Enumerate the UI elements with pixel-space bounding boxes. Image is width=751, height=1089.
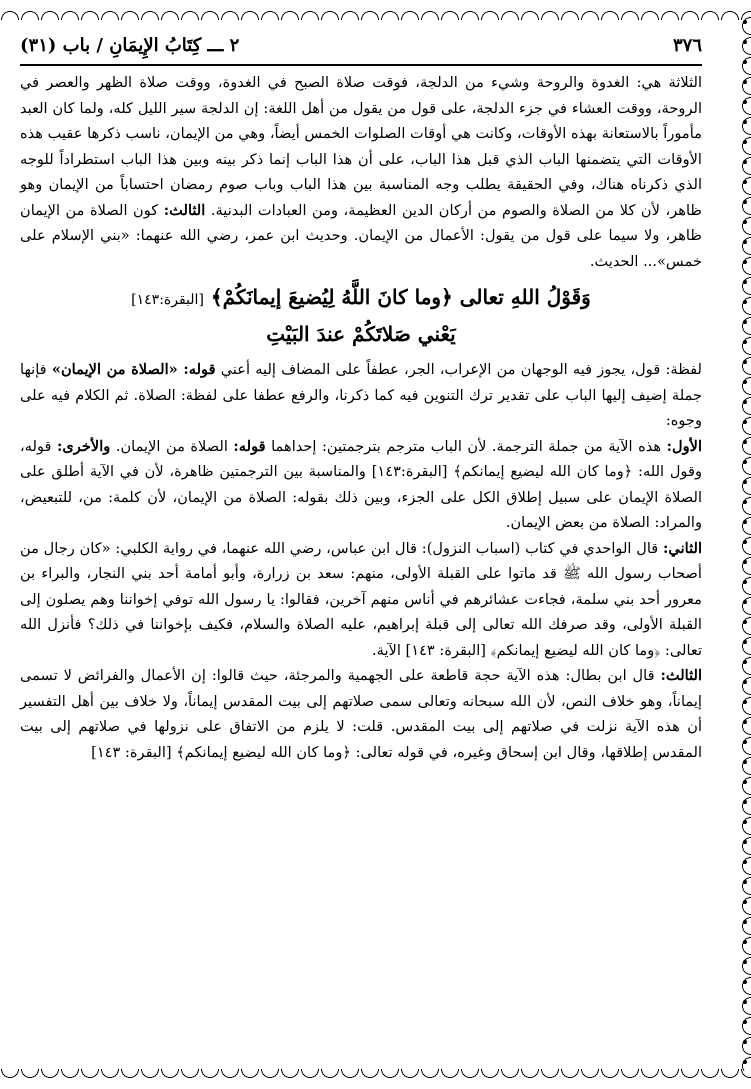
border-dot <box>743 340 747 344</box>
heading-reference: [البقرة:١٤٣] <box>131 292 204 308</box>
paragraph-5-label: الثالث: <box>660 667 702 684</box>
border-dot <box>743 660 747 664</box>
book-page <box>20 26 702 1066</box>
border-dot <box>743 280 747 284</box>
border-dot <box>743 60 747 64</box>
paragraph-3-text: هذه الآية من جملة الترجمة. لأن الباب مترجم بترجمتين: إحداهما <box>271 437 662 455</box>
border-dot <box>743 960 747 964</box>
border-dot <box>743 1020 747 1024</box>
border-dot <box>743 940 747 944</box>
paragraph-1-label: الثالث: <box>163 201 206 219</box>
border-dot <box>743 980 747 984</box>
border-dot <box>743 320 747 324</box>
border-dot <box>743 260 747 264</box>
border-dot <box>743 240 747 244</box>
paragraph-2-label: قوله: «الصلاة من الإيمان» <box>51 361 216 378</box>
page-number: ٣٧٦ <box>672 34 702 56</box>
border-dot <box>743 720 747 724</box>
paragraph-3 <box>20 434 702 536</box>
border-dot <box>743 160 747 164</box>
border-dot <box>743 380 747 384</box>
paragraph-4-label: الثاني: <box>663 539 702 557</box>
paragraph-5-text: قال ابن بطال: هذه الآية حجة قاطعة على الجهمية والمرجئة، حيث قالوا: إن الأعمال والفرائض لا تسمى إيماناً، وهو خلاف النص، لأن الله سبحانه وتعالى سمى صلاتهم إلى بيت المقدس إيماناً، ولا خلاف بين أهل التفسير أن هذه الآية نزلت في صلاتهم إلى بيت المقدس. قلت: لا يلزم من الاتفاق على نزولها في صلاتهم إلى بيت المقدس إطلاقها، وقال ابن إسحاق وغيره، في قوله تعالى: ﴿وما كان الله ليضيع إيمانكم﴾ [البقرة: ١٤٣] <box>20 667 702 761</box>
border-dot <box>743 640 747 644</box>
border-dot <box>743 920 747 924</box>
ornamental-border-bottom <box>0 1069 751 1089</box>
border-dot <box>743 1040 747 1044</box>
border-dot <box>743 800 747 804</box>
border-dot <box>743 420 747 424</box>
paragraph-1-tail: كون الصلاة من الإيمان ظاهر، ولا سيما على قول من يقول: الأعمال من الإيمان. وحديث ابن عمر، رضي الله عنهما: «بني الإسلام على خمس»... الحديث. <box>20 201 702 270</box>
border-dot <box>743 520 747 524</box>
border-dot <box>743 740 747 744</box>
border-dot <box>743 1000 747 1004</box>
paragraph-4 <box>20 536 702 664</box>
section-subheading: يَعْني صَلاتَكُمْ عندَ البَيْتِ <box>266 322 456 346</box>
paragraph-1-text: الثلاثة هي: الغدوة والروحة وشيء من الدلجة، فوقت صلاة الصبح في الغدوة، ووقت صلاة الظهر والعصر في الروحة، ووقت العشاء في جزء الدلجة، على قول من يقول من أهل اللغة: إن الدلجة سير الليل كله، ولما كان العبد مأموراً بالاستعانة بهذه الأوقات، وكانت هي أوقات الصلوات الخمس أيضاً، وهي من الإيمان، ناسب ذكرها عقيب هذه الأوقات التي يتضمنها الباب الذي قبل هذا الباب، على أن هذا الباب إنما ذكر بينه وبين هذا الباب استطراداً للوجه الذي ذكرناه هناك، وفي الحقيقة يطلب وجه المناسبة بين هذا الباب وباب صوم رمضان احتساباً من الإيمان وهو ظاهر، لأن كلا من الصلاة والصوم من أركان الدين العظيمة، ومن العبادات البدنية. <box>20 74 703 219</box>
border-dot <box>743 80 747 84</box>
page-content <box>20 70 702 765</box>
border-dot <box>743 180 747 184</box>
border-dot <box>743 480 747 484</box>
border-dot <box>743 680 747 684</box>
border-dot <box>743 20 747 24</box>
page-header <box>20 26 702 66</box>
border-dot <box>743 880 747 884</box>
paragraph-3-label-2: قوله: <box>233 437 266 455</box>
border-dot <box>743 780 747 784</box>
border-dot <box>743 500 747 504</box>
border-dot <box>743 220 747 224</box>
paragraph-2 <box>20 357 702 434</box>
paragraph-1 <box>20 70 702 274</box>
chapter-title: ٢ ـــ كِتَابُ الإِيمَانِ / باب (٣١) <box>20 34 240 56</box>
border-dot <box>743 820 747 824</box>
paragraph-2-tail: فإنها جملة إضيف إليها الباب على تقدير ترك التنوين فيه كما ذكرنا، والرفع عطفا على لفظة: الصلاة. ثم الكلام فيه على وجوه: <box>20 361 702 429</box>
border-dot <box>743 900 747 904</box>
border-dot <box>743 40 747 44</box>
ornamental-border-top <box>0 0 751 20</box>
border-dot <box>743 440 747 444</box>
border-dot <box>743 860 747 864</box>
border-dot <box>743 360 747 364</box>
border-dot <box>743 600 747 604</box>
border-dot <box>743 1060 747 1064</box>
paragraph-4-text: قال الواحدي في كتاب (اسباب النزول): قال ابن عباس، رضي الله عنهما، في رواية الكلبي: «كان رجال من أصحاب رسول الله ﷺ قد ماتوا على القبلة الأولى، منهم: سعد بن زرارة، وأبو أمامة أحد بني النجار، والبراء بن معرور أحد بني سلمة، فجاءت عشائرهم في أناس منهم آخرين، فقالوا: يا رسول الله توفي إخواننا وهم يصلون إلى القبلة الأولى، وقد صرفك الله تعالى إلى قبلة إبراهيم، عليه الصلاة والسلام، فكيف بإخواننا في ذلك؟ فأنزل الله تعالى: ﴿وما كان الله ليضيع إيمانكم﴾ [البقرة: ١٤٣] الآية. <box>20 539 702 659</box>
paragraph-5 <box>20 663 702 765</box>
border-dot <box>743 400 747 404</box>
heading-verse: وَقَوْلُ اللهِ تعالى ﴿وما كانَ اللَّهُ لِيُضيعَ إيمانَكُمْ﴾ <box>210 285 591 309</box>
border-dot <box>743 620 747 624</box>
paragraph-3-tail: قوله، وقول الله: ﴿وما كان الله ليضيع إيمانكم﴾ [البقرة:١٤٣] والمناسبة بين الترجمتين ظاهرة، لأن في الآية أطلق على الصلاة الإيمان على سبيل إطلاق الكل على الجزء، وبين ذلك بقوله: الصلاة من الإيمان، لأن كلمة: من، للتبعيض، والمراد: الصلاة من بعض الإيمان. <box>20 437 702 531</box>
paragraph-3-mid: الصلاة من الإيمان. <box>115 437 228 455</box>
border-dot <box>743 840 747 844</box>
border-dot <box>743 120 747 124</box>
border-dot <box>743 460 747 464</box>
ornamental-border-right <box>731 16 751 1071</box>
border-dot <box>743 140 747 144</box>
border-dot <box>743 700 747 704</box>
border-dot <box>743 100 747 104</box>
border-dot <box>743 580 747 584</box>
border-dot <box>743 540 747 544</box>
section-heading <box>20 280 702 317</box>
border-dot <box>743 200 747 204</box>
border-dot <box>743 560 747 564</box>
paragraph-3-label: الأول: <box>666 437 702 455</box>
border-dot <box>743 300 747 304</box>
paragraph-3-label-3: والأخرى: <box>57 437 111 455</box>
border-dot <box>743 760 747 764</box>
paragraph-2-text: لفظة: قول، يجوز فيه الوجهان من الإعراب، الجر، عطفاً على المضاف إليه أعني <box>220 361 703 378</box>
